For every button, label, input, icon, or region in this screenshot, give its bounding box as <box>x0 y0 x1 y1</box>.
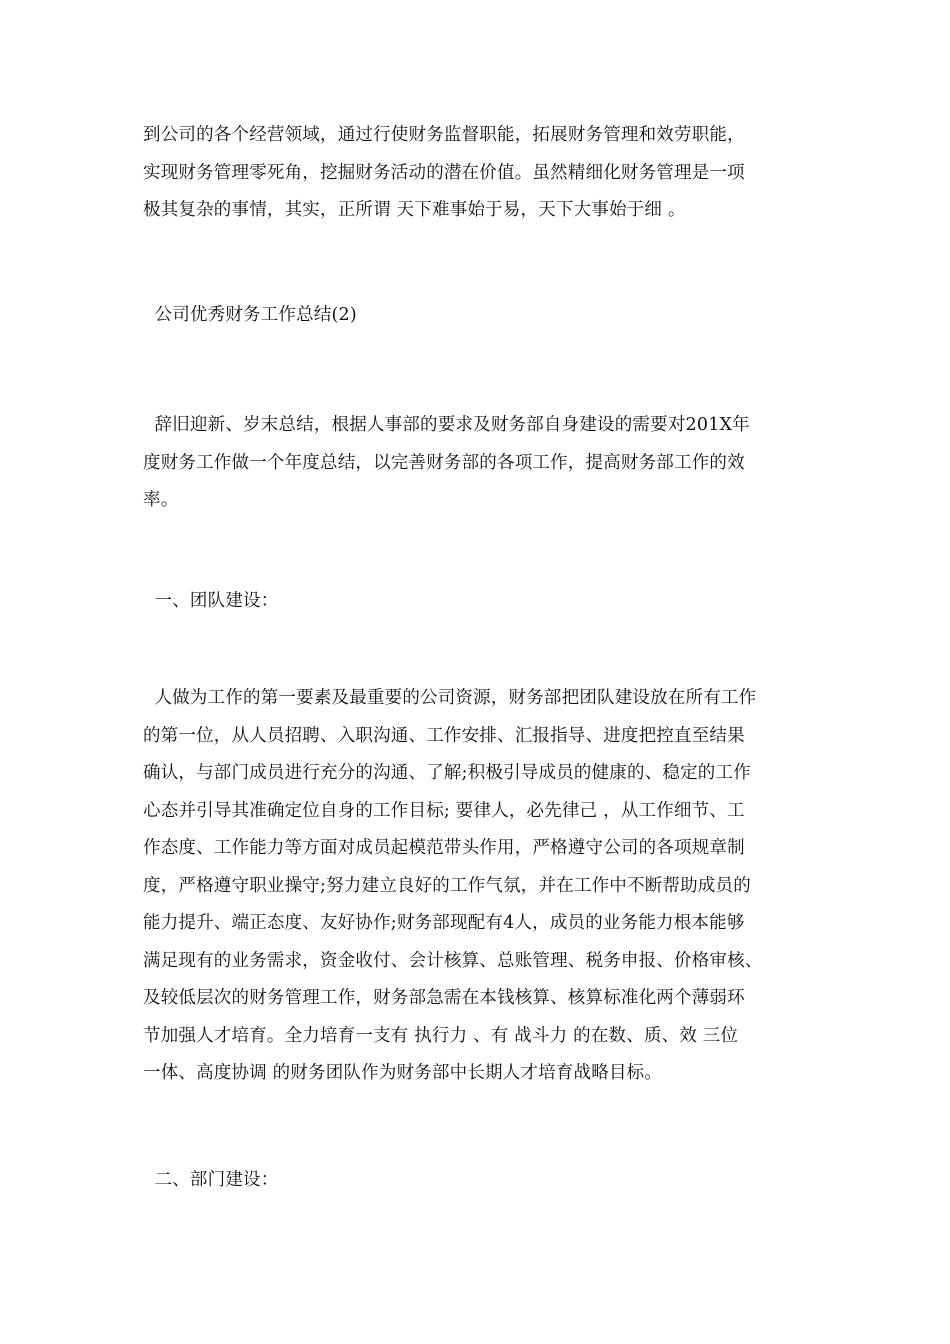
text-line: 确认，与部门成员进行充分的沟通、了解;积极引导成员的健康的、稳定的工作 <box>143 763 751 783</box>
title-line: 公司优秀财务工作总结(2) <box>143 305 357 325</box>
text-line: 到公司的各个经营领域，通过行使财务监督职能，拓展财务管理和效劳职能， <box>143 125 745 145</box>
text-line: 能力提升、端正态度、友好协作;财务部现配有4人，成员的业务能力根本能够 <box>143 913 745 933</box>
text-line: 及较低层次的财务管理工作，财务部急需在本钱核算、核算标准化两个薄弱环 <box>143 988 745 1008</box>
text-line: 作态度、工作能力等方面对成员起模范带头作用，严格遵守公司的各项规章制 <box>143 838 745 858</box>
text-line: 一体、高度协调 的财务团队作为财务部中长期人才培育战略目标。 <box>143 1063 663 1083</box>
text-line: 极其复杂的事情，其实，正所谓 天下难事始于易，天下大事始于细 。 <box>143 200 686 220</box>
text-line: 节加强人才培育。全力培育一支有 执行力 、有 战斗力 的在数、质、效 三位 <box>143 1025 739 1046</box>
intro-paragraph <box>143 407 813 520</box>
heading-department-building <box>143 1162 813 1200</box>
text-line: 的第一位，从人员招聘、入职沟通、工作安排、汇报指导、进度把控直至结果 <box>143 725 745 746</box>
text-line: 实现财务管理零死角，挖掘财务活动的潜在价值。虽然精细化财务管理是一项 <box>143 162 745 183</box>
paragraph-continuation <box>143 117 813 230</box>
text-line: 满足现有的业务需求，资金收付、会计核算、总账管理、税务申报、价格审核、 <box>143 950 763 971</box>
text-line: 率。 <box>143 490 179 510</box>
team-building-paragraph <box>143 680 813 1093</box>
section-title <box>143 297 813 335</box>
text-line: 辞旧迎新、岁末总结，根据人事部的要求及财务部自身建设的需要对201X年 <box>143 415 750 435</box>
text-line: 心态并引导其准确定位自身的工作目标; 要律人，必先律己 ，从工作细节、工 <box>143 800 745 821</box>
text-line: 度财务工作做一个年度总结，以完善财务部的各项工作，提高财务部工作的效 <box>143 452 745 473</box>
text-line: 度，严格遵守职业操守;努力建立良好的工作气氛，并在工作中不断帮助成员的 <box>143 875 751 896</box>
text-line: 人做为工作的第一要素及最重要的公司资源，财务部把团队建设放在所有工作 <box>143 688 757 708</box>
heading-line: 二、部门建设： <box>143 1170 279 1190</box>
heading-team-building <box>143 583 813 621</box>
heading-line: 一、团队建设： <box>143 591 279 611</box>
